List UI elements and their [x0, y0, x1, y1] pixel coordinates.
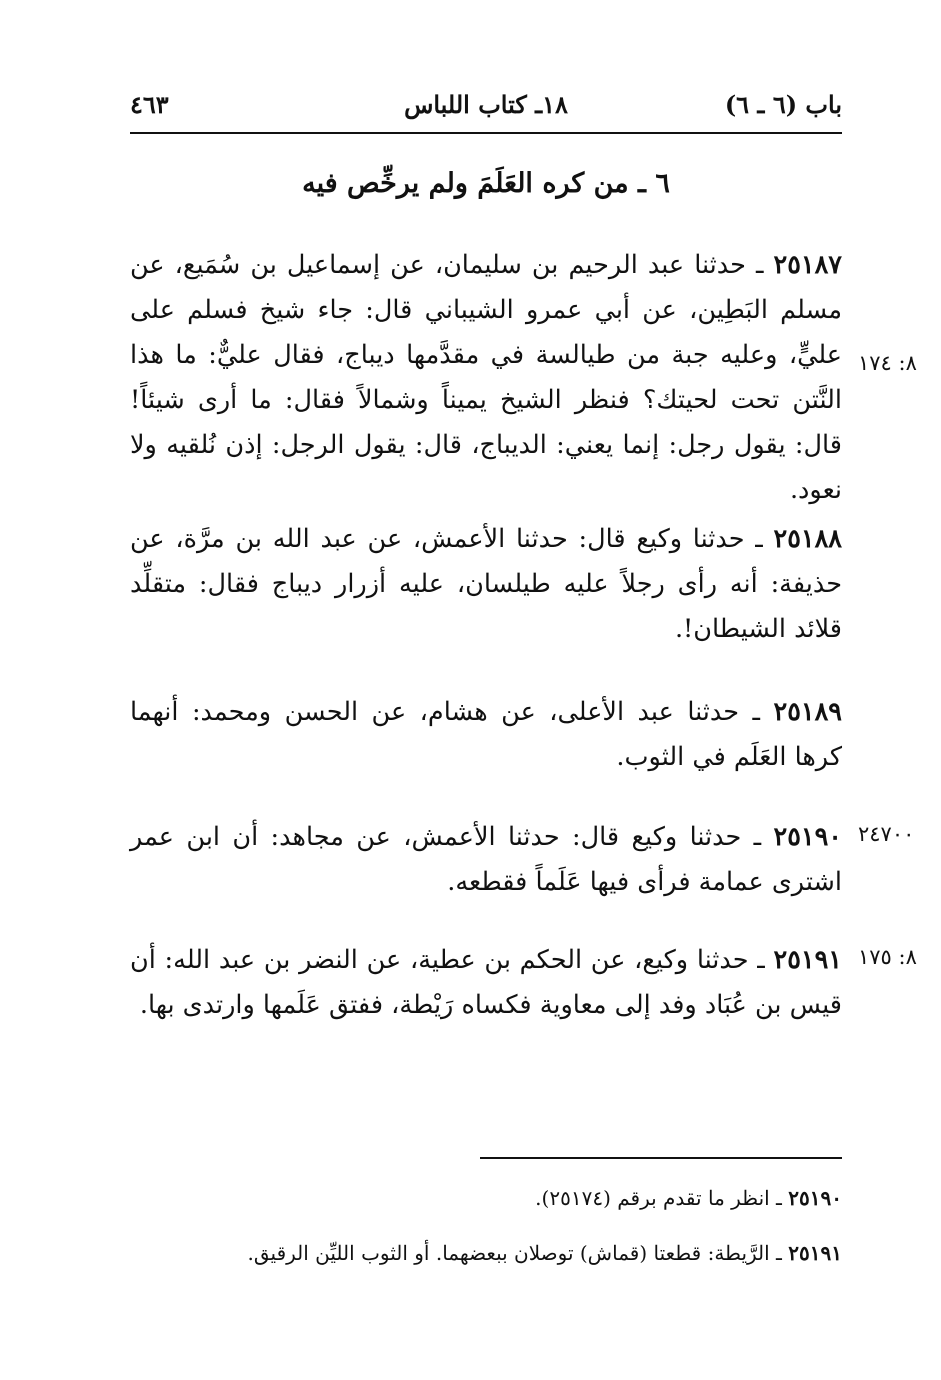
footnote-divider [480, 1157, 842, 1159]
hadith-number: ٢٥١٨٩ [773, 697, 842, 727]
hadith-text: ـ حدثنا وكيع قال: حدثنا الأعمش، عن عبد الله بن مرَّة، عن حذيفة: أنه رأى رجلاً عليه طيلسان، عليه أزرار ديباج فقال: متقلِّد قلائد الشيطان!. [130, 524, 842, 644]
hadith-entry [130, 938, 842, 1028]
footnote-number: ٢٥١٩٠ [788, 1186, 842, 1210]
footnote-text: ـ الرَّيطة: قطعتا (قماش) توصلان ببعضهما. أو الثوب الليِّن الرقيق. [247, 1241, 789, 1265]
hadith-entry [130, 517, 842, 652]
margin-reference: ٢٤٧٠٠ [858, 822, 915, 846]
chapter-reference: باب (٦ ـ ٦) [724, 90, 842, 119]
footnote [130, 1237, 842, 1269]
hadith-text: ـ حدثنا عبد الأعلى، عن هشام، عن الحسن ومحمد: أنهما كرها العَلَم في الثوب. [130, 697, 842, 772]
header-divider [130, 132, 842, 134]
hadith-entry [130, 690, 842, 780]
hadith-text: ـ حدثنا وكيع قال: حدثنا الأعمش، عن مجاهد: أن ابن عمر اشترى عمامة فرأى فيها عَلَماً فقطعه. [130, 822, 842, 897]
hadith-text: ـ حدثنا وكيع، عن الحكم بن عطية، عن النضر بن عبد الله: أن قيس بن عُبَاد وفد إلى معاوية فكساه رَيْطة، ففتق عَلَمها وارتدى بها. [130, 945, 842, 1020]
footnote [130, 1182, 842, 1214]
margin-reference: ٨: ١٧٤ [858, 351, 917, 375]
chapter-title: ٦ ـ من كره العَلَمَ ولم يرخِّص فيه [302, 168, 670, 199]
hadith-number: ٢٥١٨٨ [773, 524, 842, 554]
hadith-text: ـ حدثنا عبد الرحيم بن سليمان، عن إسماعيل بن سُمَيع، عن مسلم البَطِين، عن أبي عمرو الشيباني قال: جاء شيخ فسلم على عليٍّ، وعليه جبة من طيالسة في مقدَّمها ديباج، فقال عليٌّ: ما هذا النَّتن تحت لحيتك؟ فنظر الشيخ يميناً وشمالاً فقال: ما أرى شيئاً! قال: يقول رجل: إنما يعني: الديباج، قال: يقول الرجل: إذن نُلقيه ولا نعود. [130, 250, 842, 505]
hadith-entry [130, 243, 842, 513]
hadith-number: ٢٥١٩٠ [773, 822, 842, 852]
margin-reference: ٨: ١٧٥ [858, 945, 917, 969]
hadith-number: ٢٥١٩١ [773, 945, 842, 975]
hadith-entry [130, 815, 842, 905]
page-header [130, 84, 842, 130]
hadith-number: ٢٥١٨٧ [773, 250, 842, 280]
footnote-text: ـ انظر ما تقدم برقم (٢٥١٧٤). [535, 1186, 789, 1210]
page-number: ٤٦٣ [130, 90, 169, 119]
footnote-number: ٢٥١٩١ [788, 1241, 842, 1265]
book-title: ١٨ـ كتاب اللباس [404, 90, 568, 119]
